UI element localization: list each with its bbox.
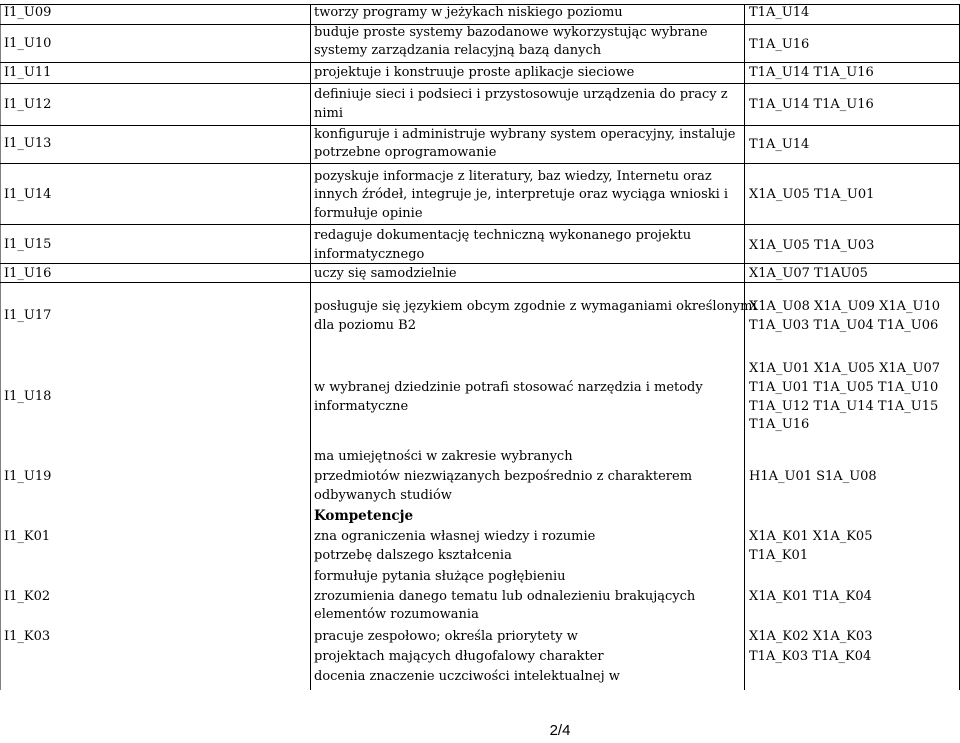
table-row-description: redaguje dokumentację techniczną wykonanego projektu <box>314 228 692 243</box>
table-row-description: pracuje zespołowo; określa priorytety w <box>314 629 578 644</box>
table-row-description: docenia znaczenie uczciwości intelektualnej w <box>314 669 620 684</box>
table-row-description: elementów rozumowania <box>314 607 479 622</box>
table-row-code: I1_U16 <box>4 266 52 281</box>
table-row-references: X1A_U08 X1A_U09 X1A_U10 <box>749 299 941 314</box>
table-row-references: X1A_U05 T1A_U03 <box>749 238 875 253</box>
table-row-code: I1_K01 <box>4 529 51 544</box>
table-row-description: informatyczne <box>314 399 409 414</box>
table-row-references: T1A_U12 T1A_U14 T1A_U15 <box>749 399 939 414</box>
table-row-code: I1_K02 <box>4 589 51 604</box>
table-row-description: uczy się samodzielnie <box>314 266 457 281</box>
table-row-code: I1_U14 <box>4 187 52 202</box>
table-row-description: posługuje się językiem obcym zgodnie z wymaganiami określonymi <box>314 299 757 314</box>
table-row-code: I1_U12 <box>4 97 52 112</box>
table-row-code: I1_U11 <box>4 65 52 80</box>
table-row-references: T1A_U14 T1A_U16 <box>749 65 874 80</box>
table-row-description: projektuje i konstruuje proste aplikacje sieciowe <box>314 65 635 80</box>
table-row-references: T1A_K01 <box>749 548 809 563</box>
table-row-references: X1A_U01 X1A_U05 X1A_U07 <box>749 361 941 376</box>
table-row-description: formułuje pytania służące pogłębieniu <box>314 569 566 584</box>
table-row-code: I1_K03 <box>4 629 51 644</box>
table-row-code: I1_U10 <box>4 36 52 51</box>
table-row-description: zrozumienia danego tematu lub odnalezieniu brakujących <box>314 589 696 604</box>
table-row-description: ma umiejętności w zakresie wybranych <box>314 449 573 464</box>
table-row-code: I1_U15 <box>4 237 52 252</box>
table-row-references: X1A_K02 X1A_K03 <box>749 629 873 644</box>
section-heading: Kompetencje <box>314 508 414 524</box>
table-row-description: zna ograniczenia własnej wiedzy i rozumie <box>314 529 596 544</box>
table-row-references: T1A_U16 <box>749 37 810 52</box>
table-row-description: potrzebę dalszego kształcenia <box>314 548 512 563</box>
table-row-references: X1A_U07 T1AU05 <box>749 266 868 281</box>
table-row-references: X1A_K01 T1A_K04 <box>749 589 872 604</box>
table-row-code: I1_U17 <box>4 308 52 323</box>
table-row-references: T1A_U14 <box>749 137 810 152</box>
table-row-references: X1A_U05 T1A_U01 <box>749 187 875 202</box>
table-row-references: T1A_U14 T1A_U16 <box>749 97 874 112</box>
table-row-references: T1A_U16 <box>749 417 810 432</box>
table-row-description: projektach mających długofalowy charakter <box>314 649 604 664</box>
table-row-description: systemy zarządzania relacyjną bazą danych <box>314 43 602 58</box>
table-row-description: definiuje sieci i podsieci i przystosowuje urządzenia do pracy z <box>314 87 728 102</box>
table-row-description: formułuje opinie <box>314 206 423 221</box>
table-row-description: przedmiotów niezwiązanych bezpośrednio z charakterem <box>314 469 693 484</box>
table-row-code: I1_U19 <box>4 469 52 484</box>
table-row-description: potrzebne oprogramowanie <box>314 145 497 160</box>
table-row-description: pozyskuje informacje z literatury, baz wiedzy, Internetu oraz <box>314 169 712 184</box>
table-row-code: I1_U18 <box>4 389 52 404</box>
table-row-references: T1A_U03 T1A_U04 T1A_U06 <box>749 318 939 333</box>
table-row-description: informatycznego <box>314 247 425 262</box>
table-row-references: T1A_U01 T1A_U05 T1A_U10 <box>749 380 939 395</box>
table-row-description: w wybranej dziedzinie potrafi stosować narzędzia i metody <box>314 380 703 395</box>
table-row-code: I1_U09 <box>4 5 52 20</box>
table-row-description: nimi <box>314 106 344 121</box>
table-row-description: odbywanych studiów <box>314 488 452 503</box>
table-row-description: innych źródeł, integruje je, interpretuje oraz wyciąga wnioski i <box>314 187 729 202</box>
table-row-code: I1_U13 <box>4 136 52 151</box>
table-row-description: buduje proste systemy bazodanowe wykorzystując wybrane <box>314 25 708 40</box>
table-row-description: dla poziomu B2 <box>314 318 417 333</box>
table-row-description: konfiguruje i administruje wybrany system operacyjny, instaluje <box>314 127 736 142</box>
page-number: 2/4 <box>549 722 571 739</box>
table-row-references: X1A_K01 X1A_K05 <box>749 529 873 544</box>
table-row-references: T1A_U14 <box>749 5 810 20</box>
table-row-references: T1A_K03 T1A_K04 <box>749 649 872 664</box>
table-row-references: H1A_U01 S1A_U08 <box>749 469 877 484</box>
table-row-description: tworzy programy w jeżykach niskiego poziomu <box>314 5 623 20</box>
